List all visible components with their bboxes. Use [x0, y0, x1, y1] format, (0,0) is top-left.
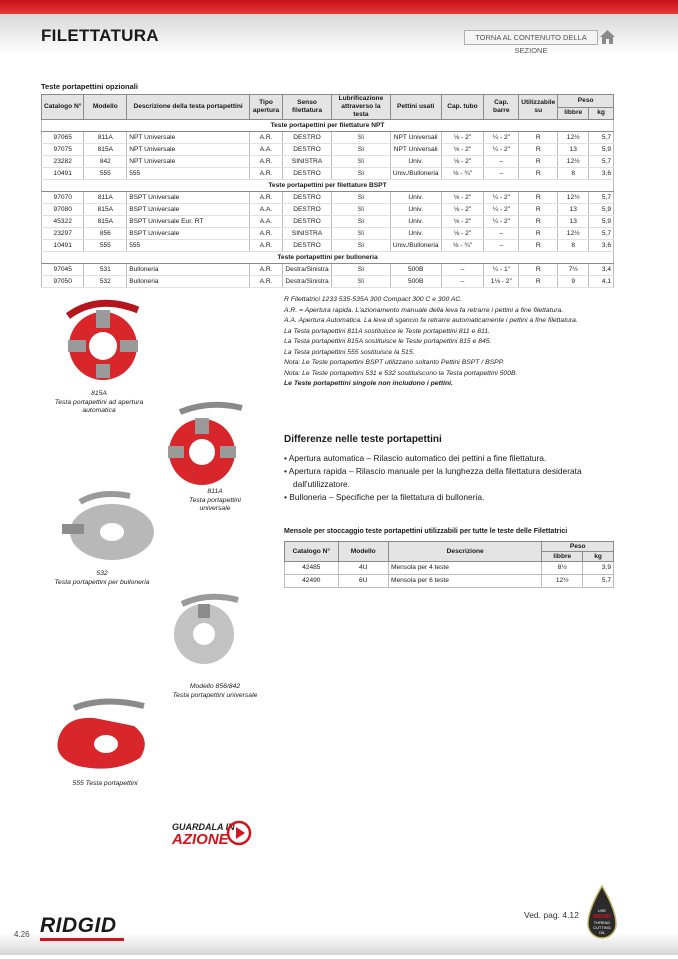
col-thread-dir: Senso filettatura — [283, 95, 332, 120]
table-row: 45322 815A BSPT Universale Eur. RT A.A. DESTRO Sì Univ. ⅛ - 2" ¼ - 2" R 13 5,9 — [42, 216, 614, 228]
col-kg: kg — [583, 552, 614, 562]
caption-555: 555 Testa portapettini — [72, 780, 138, 787]
brackets-title: Mensole per stoccaggio teste portapettini utilizzabili per tutte le teste delle Filettatrici — [284, 528, 568, 535]
die-head-815a-image — [48, 296, 150, 382]
caption-532: 532 Testa portapettini per bulloneria — [54, 570, 150, 586]
col-kg: kg — [589, 107, 614, 120]
col-catalog: Catalogo N° — [42, 95, 84, 120]
col-lbs: libbre — [558, 107, 589, 120]
ridgid-logo: RIDGID — [40, 914, 117, 937]
col-model: Modello — [84, 95, 127, 120]
note-line: A.A. Apertura Automatica. La leva di sgancio fa retrarre automaticamente i pettini a fine filettatura. — [284, 317, 578, 324]
col-model: Modello — [338, 542, 388, 562]
col-weight: Peso — [558, 95, 614, 108]
note-line: La Testa portapettini 811A sostituisce le Teste portapettini 811 e 811. — [284, 327, 490, 335]
col-bar-cap: Cap. barre — [484, 95, 519, 120]
note-line: La Testa portapettini 555 sostituisce la 515. — [284, 348, 415, 356]
col-usable: Utilizzabile su — [519, 95, 558, 120]
col-pipe-cap: Cap. tubo — [441, 95, 484, 120]
drop-text: CUTTING — [593, 925, 611, 930]
top-red-bar — [0, 0, 678, 14]
table-row: 97045 531 Bulloneria A.R. Destra/Sinistra Sì 500B – ¼ - 1" R 7½ 3,4 — [42, 264, 614, 276]
col-description: Descrizione della testa portapettini — [127, 95, 250, 120]
table-row: 23282 842 NPT Universale A.R. SINISTRA Sì Univ. ⅛ - 2" – R 12½ 5,7 — [42, 156, 614, 168]
note-line: La Testa portapettini 815A sostituisce le Teste portapettini 815 e 845. — [284, 338, 492, 345]
drop-text: OIL — [598, 930, 606, 935]
table-row: 97070 811A BSPT Universale A.R. DESTRO Sì Univ. ⅛ - 2" ¼ - 2" R 12½ 5,7 — [42, 192, 614, 204]
note-line: Nota: Le Teste portapettini 531 e 532 sostituiscono la Testa portapettini 500B. — [284, 369, 518, 377]
logo-underline — [40, 938, 124, 941]
col-lbs: libbre — [542, 552, 583, 562]
list-item: • Bulloneria – Specifiche per la filettatura di bulloneria. — [284, 492, 485, 502]
home-icon[interactable] — [599, 29, 616, 45]
table-row: 42490 6U Mensola per 6 teste 12½ 5,7 — [285, 575, 614, 588]
optional-heads-title: Teste portapettini opzionali — [41, 82, 138, 91]
col-opening: Tipo apertura — [250, 95, 283, 120]
back-to-section-link[interactable]: TORNA AL CONTENUTO DELLA SEZIONE — [464, 30, 598, 45]
note-line: R Filettatrici 1233 535-535A 300 Compact 300 C e 300 AC. — [284, 296, 463, 303]
table-row: 10491 555 555 A.R. DESTRO Sì Univ./Bulloneria ⅛ - ¾" – R 8 3,6 — [42, 240, 614, 252]
differences-title: Differenze nelle teste portapettini — [284, 434, 442, 445]
table-row: 23297 856 BSPT Universale A.R. SINISTRA Sì Univ. ⅛ - 2" – R 12½ 5,7 — [42, 228, 614, 240]
optional-heads-table — [41, 94, 614, 288]
die-head-555-image — [44, 696, 160, 776]
note-line-bold: Le Teste portapettini singole non includono i pettini. — [284, 380, 453, 387]
page-title: FILETTATURA — [41, 26, 159, 45]
col-description: Descrizione — [388, 542, 541, 562]
table-row: 97050 532 Bulloneria A.R. Destra/Sinistra Sì 500B – 1⅛ - 2" R 9 4,1 — [42, 276, 614, 288]
caption-815a: 815A Testa portapettini ad apertura automatica — [54, 390, 144, 414]
differences-list — [284, 452, 614, 504]
table-row: 97080 815A BSPT Universale A.A. DESTRO Sì Univ. ⅛ - 2" ¼ - 2" R 13 5,9 — [42, 204, 614, 216]
die-head-532-image — [50, 488, 162, 566]
oil-drop-icon — [584, 884, 620, 942]
play-icon[interactable] — [226, 820, 252, 846]
table-row: 42485 4U Mensola per 4 teste 8½ 3,9 — [285, 562, 614, 575]
watch-video-button[interactable]: GUARDALA IN AZIONE — [172, 822, 235, 848]
caption-811a: 811A Testa portapettini universale — [189, 488, 241, 512]
col-dies: Pettini usati — [390, 95, 441, 120]
note-line: A.R. = Apertura rapida. L'azionamento manuale della leva fa retrarre i pettini a fine filettatura. — [284, 306, 564, 314]
table-row: 97065 811A NPT Universale A.R. DESTRO Sì NPT Universali ⅛ - 2" ¼ - 2" R 12½ 5,7 — [42, 132, 614, 144]
notes-block — [284, 295, 614, 390]
page-number: 4.26 — [14, 930, 30, 939]
table-row: 10491 555 555 A.R. DESTRO Sì Univ./Bulloneria ⅛ - ¾" – R 8 3,6 — [42, 168, 614, 180]
list-item: • Apertura automatica – Rilascio automatico dei pettini a fine filettatura. — [284, 453, 547, 463]
drop-text: THREAD — [593, 920, 611, 925]
note-line: Nota: Le Teste portapettini BSPT utilizzano soltanto Pettini BSPT / BSPP. — [284, 359, 505, 366]
table-row: 97075 815A NPT Universale A.A. DESTRO Sì NPT Universali ⅛ - 2" ¼ - 2" R 13 5,9 — [42, 144, 614, 156]
col-catalog: Catalogo N° — [285, 542, 339, 562]
drop-text: RIDGID — [593, 914, 611, 920]
col-lubrication: Lubrificazione attraverso la testa — [332, 95, 391, 120]
die-head-856-842-image — [160, 590, 246, 670]
drop-text: USE — [597, 908, 607, 913]
group-header-row: Teste portapettini per filettature NPT — [42, 120, 614, 132]
die-head-811a-image — [150, 400, 248, 488]
col-weight: Peso — [542, 542, 614, 552]
list-item: • Apertura rapida – Rilascio manuale per la lunghezza della filettatura desiderata dall'utilizzatore. — [284, 466, 582, 489]
caption-856-842: Modello 856/842 Testa portapettini universale — [172, 683, 258, 699]
group-header-row: Teste portapettini per filettature BSPT — [42, 180, 614, 192]
brackets-table — [284, 541, 614, 588]
group-header-row: Teste portapettini per bulloneria — [42, 252, 614, 264]
see-page-reference[interactable]: Ved. pag. 4.12 — [524, 910, 579, 920]
